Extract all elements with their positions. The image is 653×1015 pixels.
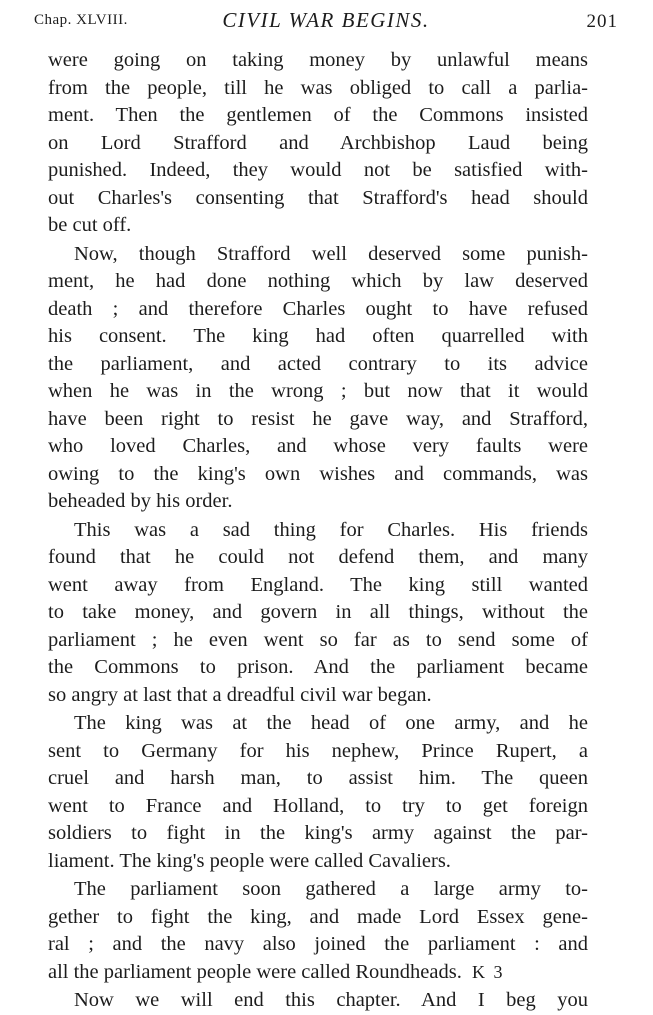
text-line: out Charles's consenting that Strafford's head should	[48, 186, 588, 209]
text-line: owing to the king's own wishes and commands, was	[48, 462, 588, 485]
text-line: were going on taking money by unlawful means	[48, 49, 588, 71]
paragraph	[48, 241, 588, 516]
text-line: death ; and therefore Charles ought to have refused	[48, 297, 588, 320]
text-line: The parliament soon gathered a large army to-	[74, 878, 588, 900]
paragraph	[48, 876, 588, 986]
text-line: cruel and harsh man, to assist him. The queen	[48, 767, 588, 789]
text-line: parliament ; he even went so far as to send some of	[48, 628, 588, 651]
text-line: ment, he had done nothing which by law deserved	[48, 270, 588, 292]
text-line: punished. Indeed, they would not be satisfied with-	[48, 159, 588, 181]
text-line: the parliament, and acted contrary to its advice	[48, 352, 588, 375]
text-line: have been right to resist he gave way, and Strafford,	[48, 407, 588, 430]
text-line: sent to Germany for his nephew, Prince Rupert, a	[48, 739, 588, 762]
text-line: be cut off.	[48, 214, 132, 236]
text-line: went away from England. The king still wanted	[48, 573, 588, 596]
signature-mark: K 3	[472, 962, 505, 982]
paragraph	[48, 47, 588, 240]
text-line: Now, though Strafford well deserved some punish-	[74, 242, 588, 265]
chapter-title: CIVIL WAR BEGINS.	[222, 8, 430, 32]
text-line: ment. Then the gentlemen of the Commons insisted	[48, 104, 588, 126]
text-line: liament. The king's people were called Cavaliers.	[48, 849, 451, 872]
text-line: This was a sad thing for Charles. His friends	[74, 518, 588, 541]
text-line: on Lord Strafford and Archbishop Laud being	[48, 131, 588, 154]
text-line: soldiers to fight in the king's army against the par-	[48, 822, 588, 844]
text-line: all the parliament people were called Roundheads.	[48, 960, 462, 983]
text-line: who loved Charles, and whose very faults were	[48, 435, 588, 457]
text-line: from the people, till he was obliged to call a parlia-	[48, 76, 588, 99]
text-line: went to France and Holland, to try to get foreign	[48, 794, 588, 817]
page-number: 201	[586, 11, 618, 32]
text-line: when he was in the wrong ; but now that it would	[48, 380, 588, 402]
text-line: to take money, and govern in all things, without the	[48, 601, 588, 623]
chapter-label: Chap. XLVIII.	[34, 12, 128, 28]
text-line: gether to fight the king, and made Lord Essex gene-	[48, 905, 588, 928]
text-line: ral ; and the navy also joined the parliament : and	[48, 933, 588, 955]
paragraph	[48, 987, 588, 1015]
text-line: Now we will end this chapter. And I beg you	[74, 989, 588, 1011]
text-line: his consent. The king had often quarrelled with	[48, 325, 588, 347]
text-line: so angry at last that a dreadful civil war began.	[48, 683, 432, 706]
paragraph	[48, 517, 588, 710]
text-line: The king was at the head of one army, and he	[74, 712, 588, 734]
text-line: found that he could not defend them, and many	[48, 546, 588, 568]
text-line: beheaded by his order.	[48, 490, 233, 512]
body-text	[48, 47, 588, 1015]
text-line: the Commons to prison. And the parliament became	[48, 656, 588, 678]
running-head	[34, 8, 618, 38]
paragraph	[48, 710, 588, 875]
